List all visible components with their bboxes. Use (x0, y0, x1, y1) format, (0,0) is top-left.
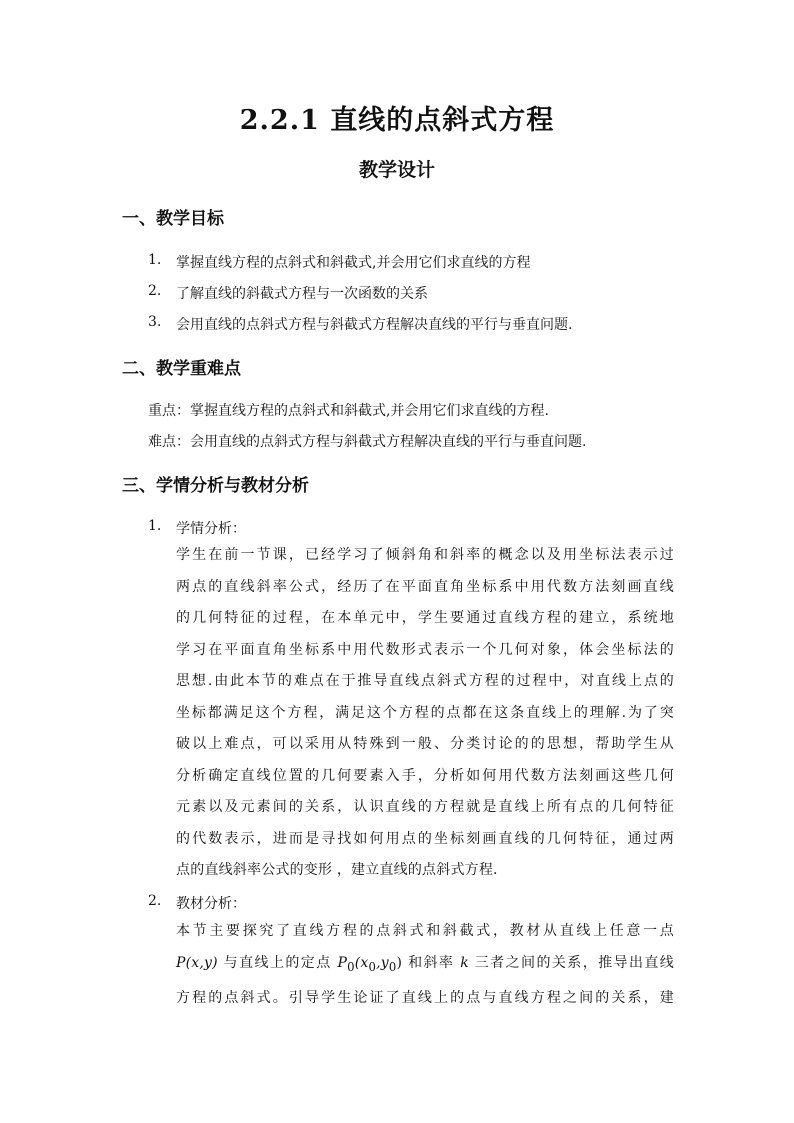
textbook-analysis-paragraph (176, 916, 674, 1014)
paragraph-line: 学生在前一节课，已经学习了倾斜角和斜率的概念以及用坐标法表示过 (176, 547, 674, 563)
list-item: 掌握直线方程的点斜式和斜截式,并会用它们求直线的方程 (176, 255, 531, 271)
formula-subscript: 0 (388, 959, 397, 974)
paragraph-line: 两点的直线斜率公式，经历了在平面直角坐标系中用代数方法刻画直线 (176, 578, 674, 595)
formula-text: 与直线上的定点 (217, 954, 338, 971)
paragraph-line: 分析确定直线位置的几何要素入手，分析如何用代数方法刻画这些几何 (176, 767, 674, 784)
document-subtitle: 教学设计 (358, 159, 435, 181)
formula-close-paren: ) (396, 954, 403, 971)
section-heading-objectives: 一、教学目标 (122, 209, 224, 229)
formula-point-p0: P (337, 954, 348, 971)
formula-x0: (x (354, 954, 369, 971)
subsection-label-textbook-analysis: 教材分析： (176, 896, 246, 912)
formula-point-p: P(x,y) (176, 954, 218, 971)
formula-subscript: 0 (347, 959, 355, 974)
document-title: 2.2.1 直线的点斜式方程 (239, 105, 555, 136)
list-number: 3. (148, 314, 162, 330)
paragraph-line: 方程的点斜式。引导学生论证了直线上的点与直线方程之间的关系，建 (176, 989, 674, 1006)
paragraph-line: 思想.由此本节的难点在于推导直线点斜式方程的过程中，对直线上点的 (176, 673, 674, 689)
formula-subscript: 0 (368, 959, 377, 974)
paragraph-line: 本节主要探究了直线方程的点斜式和斜截式，教材从直线上任意一点 (176, 923, 674, 939)
section-heading-key-points: 二、教学重难点 (122, 359, 241, 379)
paragraph-line: 元素以及元素间的关系，认识直线的方程就是直线上所有点的几何特征 (176, 799, 674, 815)
list-item: 了解直线的斜截式方程与一次函数的关系 (176, 286, 428, 302)
formula-slope-k: k (460, 954, 469, 971)
formula-y0: ,y (376, 954, 389, 971)
paragraph-line: 的代数表示，进而是寻找如何用点的坐标刻画直线的几何特征，通过两 (176, 830, 674, 847)
section-heading-analysis: 三、学情分析与教材分析 (122, 476, 309, 496)
paragraph-line-with-formula (176, 948, 674, 983)
list-number: 1. (148, 518, 162, 534)
paragraph-line: 的几何特征的过程，在本单元中，学生要通过直线方程的建立，系统地 (176, 610, 674, 626)
student-analysis-paragraph (176, 540, 674, 887)
key-point-text: 重点：掌握直线方程的点斜式和斜截式,并会用它们求直线的方程. (148, 403, 549, 419)
paragraph-line: 学习在平面直角坐标系中用代数形式表示一个几何对象，体会坐标法的 (176, 641, 674, 658)
paragraph-line: 破以上难点，可以采用从特殊到一般、分类讨论的的思想，帮助学生从 (176, 736, 674, 752)
list-item: 会用直线的点斜式方程与斜截式方程解决直线的平行与垂直问题. (176, 317, 573, 333)
paragraph-line: 坐标都满足这个方程，满足这个方程的点都在这条直线上的理解.为了突 (176, 704, 674, 721)
difficult-point-text: 难点：会用直线的点斜式方程与斜截式方程解决直线的平行与垂直问题. (148, 434, 587, 450)
subsection-label-student-analysis: 学情分析： (176, 521, 246, 537)
list-number: 2. (148, 283, 162, 299)
formula-text: 和斜率 (402, 954, 461, 971)
paragraph-line: 点的直线斜率公式的变形 ，建立直线的点斜式方程. (176, 862, 498, 878)
list-number: 1. (148, 252, 162, 268)
formula-text: 三者之间的关系，推导出直线 (468, 954, 674, 971)
list-number: 2. (148, 893, 162, 909)
